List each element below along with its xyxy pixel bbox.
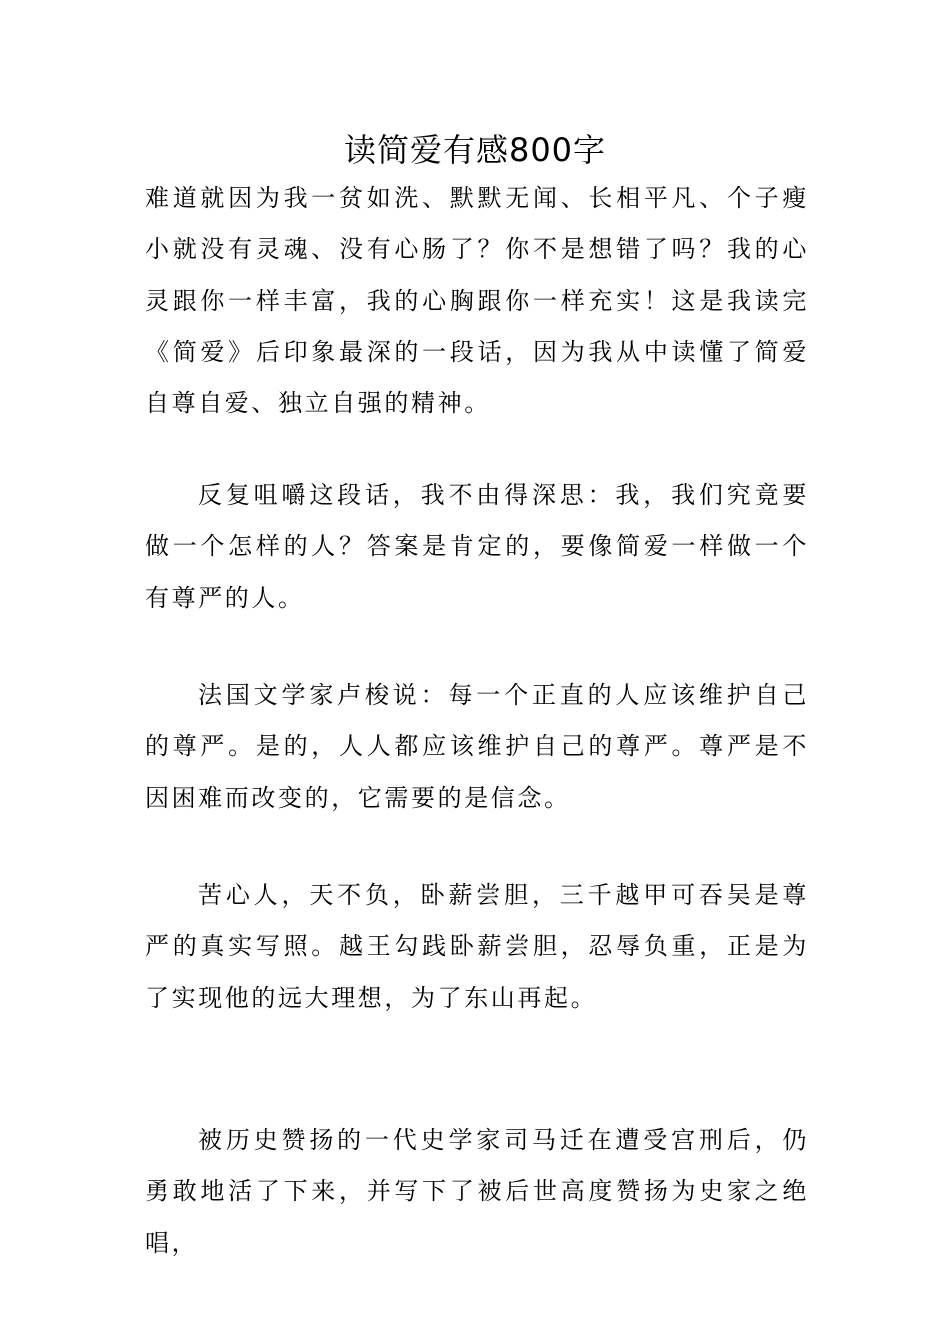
paragraph-2: 反复咀嚼这段话，我不由得深思：我，我们究竟要做一个怎样的人？答案是肯定的，要像简爱一样做一个有尊严的人。 <box>145 481 809 612</box>
paragraph-5: 被历史赞扬的一代史学家司马迁在遭受宫刑后，仍勇敢地活了下来，并写下了被后世高度赞扬为史家之绝唱， <box>145 1126 809 1257</box>
paragraph-4: 苦心人，天不负，卧薪尝胆，三千越甲可吞吴是尊严的真实写照。越王勾践卧薪尝胆，忍辱负重，正是为了实现他的远大理想，为了东山再起。 <box>145 881 809 1012</box>
document-title: 读简爱有感800字 <box>343 131 607 169</box>
paragraph-1: 难道就因为我一贫如洗、默默无闻、长相平凡、个子瘦小就没有灵魂、没有心肠了？你不是想错了吗？我的心灵跟你一样丰富，我的心胸跟你一样充实！这是我读完《简爱》后印象最深的一段话，因为我从中读懂了简爱自尊自爱、独立自强的精神。 <box>145 184 809 418</box>
paragraph-3: 法国文学家卢梭说：每一个正直的人应该维护自己的尊严。是的，人人都应该维护自己的尊严。尊严是不因困难而改变的，它需要的是信念。 <box>145 681 809 812</box>
